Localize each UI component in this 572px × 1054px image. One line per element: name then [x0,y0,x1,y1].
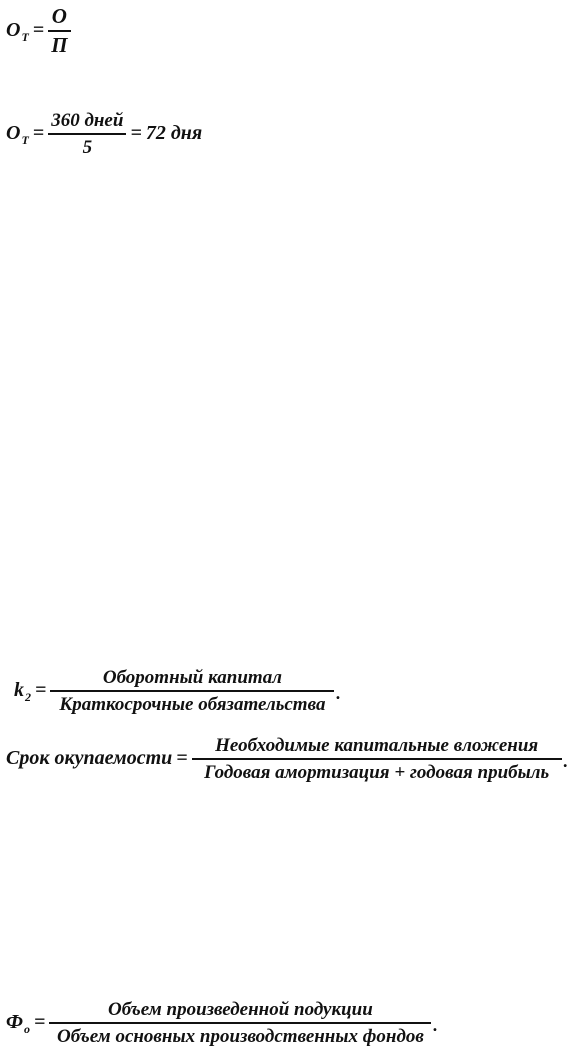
numerator: Объем произведенной подукции [108,999,373,1020]
second-equals-sign: = [130,122,142,145]
turnover-period-example [6,111,202,157]
numerator: Необходимые капитальные вложения [215,735,539,756]
capital-productivity-formula [6,1000,438,1046]
result-value: 72 дня [145,122,203,145]
lhs-subscript: о [24,1022,31,1037]
lhs-subscript: T [21,30,29,45]
turnover-period-formula [6,6,71,56]
lhs-subscript: 2 [25,690,31,705]
current-ratio-formula [14,668,341,714]
payback-period-formula [6,736,568,782]
equals-sign: = [176,747,188,770]
trailing-period: . [563,751,569,772]
formula-lhs [6,1011,31,1037]
denominator: П [51,32,68,57]
lhs-symbol: Ф [6,1011,24,1034]
fraction [48,111,126,157]
denominator: Годовая амортизация + годовая прибыль [204,761,550,783]
numerator: 360 дней [51,110,124,131]
numerator: Оборотный капитал [102,667,282,688]
fraction [48,6,70,56]
lhs-subscript: T [21,133,29,148]
trailing-period: . [336,683,341,704]
formula-lhs [6,19,29,45]
formula-lhs [6,122,29,148]
lhs-symbol: k [14,679,24,702]
formula-lhs [14,679,31,705]
fraction [192,736,562,782]
lhs-symbol: O [6,19,21,42]
equals-sign: = [32,122,45,145]
denominator: 5 [82,136,93,158]
numerator: O [51,4,67,28]
denominator: Объем основных производственных фондов [56,1025,424,1047]
trailing-period: . [433,1015,438,1036]
lhs-symbol: O [6,122,21,145]
equals-sign: = [35,679,47,702]
fraction [50,668,334,714]
formula-lhs: Срок окупаемости [6,747,173,770]
denominator: Краткосрочные обязательства [59,693,326,715]
equals-sign: = [34,1011,46,1034]
fraction [49,1000,431,1046]
equals-sign: = [32,19,45,42]
